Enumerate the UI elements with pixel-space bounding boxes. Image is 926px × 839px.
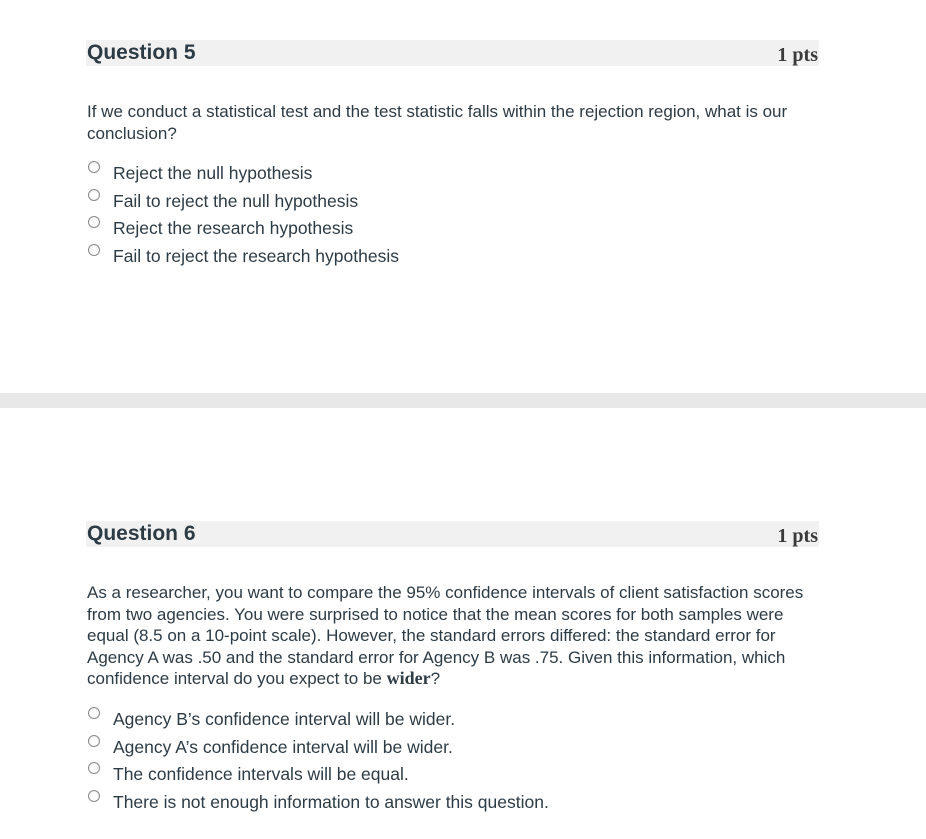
question-text-main: As a researcher, you want to compare the 95% confidence intervals of client satisfaction scores from two agencies. You were surprised to notice that the mean scores for both samples were equal (8.5 on a 10-point scale). However, the standard errors differed: the standard error for Agency A was .50 and the standard error for Agency B was .75. Given this information, which confidence interval do you expect to be	[87, 583, 804, 688]
radio-button-icon[interactable]	[88, 790, 100, 802]
radio-button-icon[interactable]	[88, 707, 100, 719]
question-header	[86, 521, 819, 547]
answer-label[interactable]: Agency A’s confidence interval will be wider.	[113, 736, 453, 757]
answer-label[interactable]: Reject the null hypothesis	[113, 163, 313, 183]
question-header	[86, 40, 819, 66]
answer-label[interactable]: Reject the research hypothesis	[113, 218, 354, 239]
question-text-emphasis: wider	[386, 668, 431, 688]
radio-button-icon[interactable]	[88, 216, 100, 228]
radio-button-icon[interactable]	[88, 735, 100, 747]
radio-button-icon[interactable]	[88, 189, 100, 201]
radio-button-icon[interactable]	[88, 161, 100, 173]
answer-label[interactable]: Agency B’s confidence interval will be wider.	[113, 709, 456, 729]
answer-label[interactable]: The confidence intervals will be equal.	[113, 764, 409, 785]
answer-label[interactable]: Fail to reject the research hypothesis	[113, 245, 399, 266]
question-points: 1 pts	[777, 44, 818, 66]
question-separator	[0, 393, 926, 408]
question-text: If we conduct a statistical test and the test statistic falls within the rejection region, what is our conclusion?	[87, 102, 788, 143]
radio-button-icon[interactable]	[88, 244, 100, 256]
question-title: Question 5	[87, 41, 196, 64]
question-title: Question 6	[87, 522, 196, 545]
question-points: 1 pts	[777, 525, 818, 547]
answer-label[interactable]: Fail to reject the null hypothesis	[113, 190, 359, 211]
question-text	[87, 582, 827, 690]
question-text-end: ?	[430, 669, 441, 688]
answer-label[interactable]: There is not enough information to answer this question.	[113, 791, 549, 812]
radio-button-icon[interactable]	[88, 762, 100, 774]
